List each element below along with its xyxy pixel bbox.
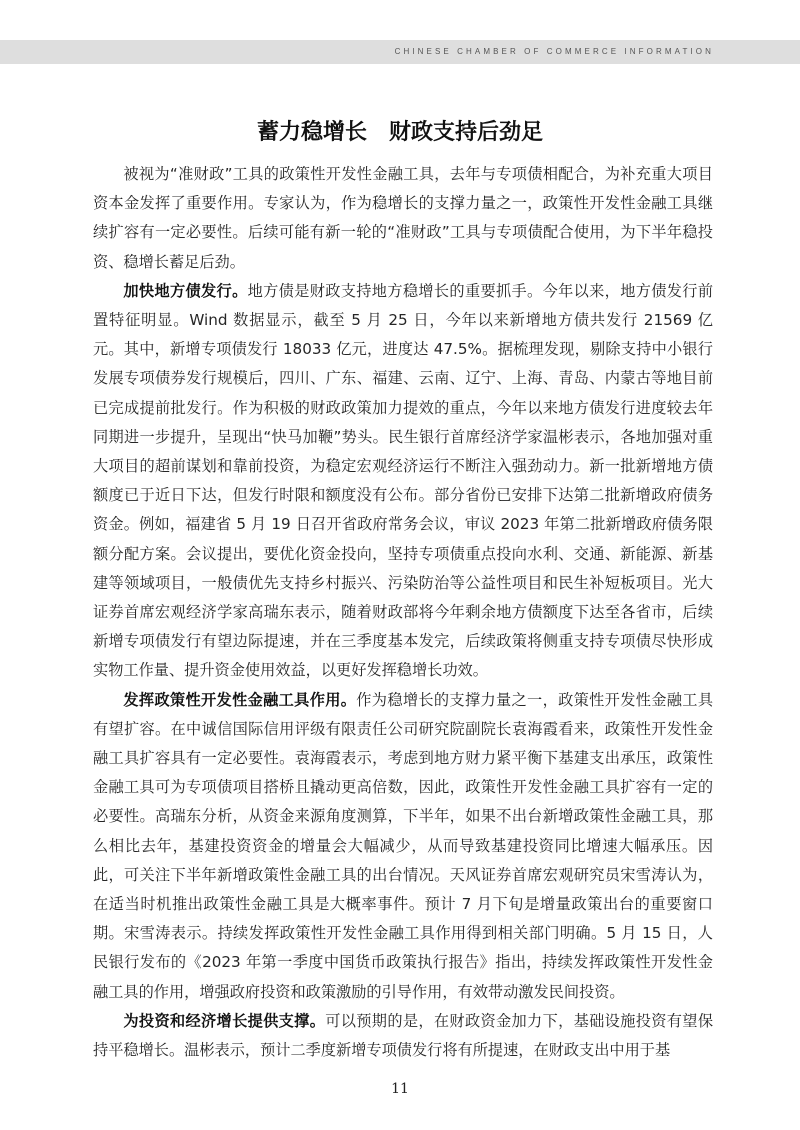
- article-title: 蓄力稳增长 财政支持后劲足: [256, 120, 543, 145]
- paragraph-text: 地方债是财政支持地方稳增长的重要抓手。今年以来，地方债发行前置特征明显。Wind 数据显示，截至 5 月 25 日，今年以来新增地方债共发行 21569 亿元。其中，新增专项债发行 18033 亿元，进度达 47.5%。据梳理发现，剔除支持中小银行发展专项债券发行规模后，四川、广东、福建、云南、辽宁、上海、青岛、内蒙古等地目前已完成提前批发行。作为积极的财政政策加力提效的重点，今年以来地方债发行进度较去年同期进一步提升，呈现出“快马加鞭”势头。民生银行首席经济学家温彬表示，各地加强对重大项目的超前谋划和靠前投资，为稳定宏观经济运行不断注入强劲动力。新一批新增地方债额度已于近日下达，但发行时限和额度没有公布。部分省份已安排下达第二批新增政府债务资金。例如，福建省 5 月 19 日召开省政府常务会议，审议 2023 年第二批新增政府债务限额分配方案。会议提出，要优化资金投向，坚持专项债重点投向水利、交通、新能源、新基建等领域项目，一般债优先支持乡村振兴、污染防治等公益性项目和民生补短板项目。光大证券首席宏观经济学家高瑞东表示，随着财政部将今年剩余地方债额度下达至各省市，后续新增专项债发行有望边际提速，并在三季度基本发完，后续政策将侧重支持专项债尽快形成实物工作量、提升资金使用效益，以更好发挥稳增长功效。: [93, 281, 714, 680]
- paragraph-text: 作为稳增长的支撑力量之一，政策性开发性金融工具有望扩容。在中诚信国际信用评级有限责任公司研究院副院长袁海霞看来，政策性开发性金融工具扩容具有一定必要性。袁海霞表示，考虑到地方财力紧平衡下基建支出承压，政策性金融工具可为专项债项目搭桥且撬动更高倍数，因此，政策性开发性金融工具扩容有一定的必要性。高瑞东分析，从资金来源角度测算，下半年，如果不出台新增政策性金融工具，那么相比去年，基建投资资金的增量会大幅减少，从而导致基建投资同比增速大幅承压。因此，可关注下半年新增政策性金融工具的出台情况。天风证券首席宏观研究员宋雪涛认为，在适当时机推出政策性金融工具是大概率事件。预计 7 月下旬是增量政策出台的重要窗口期。宋雪涛表示。持续发挥政策性开发性金融工具作用得到相关部门明确。5 月 15 日，人民银行发布的《2023 年第一季度中国货币政策执行报告》指出，持续发挥政策性开发性金融工具的作用，增强政府投资和政策激励的引导作用，有效带动激发民间投资。: [93, 690, 714, 1001]
- paragraph-intro: [93, 160, 713, 277]
- article-body: [93, 160, 713, 1065]
- paragraph-text: 可以预期的是，在财政资金加力下，基础设施投资有望保持平稳增长。温彬表示，预计二季度新增专项债发行将有所提速，在财政支出中用于基: [93, 1011, 714, 1060]
- paragraph-local-bonds: [93, 277, 713, 686]
- running-header-text: CHINESE CHAMBER OF COMMERCE INFORMATION: [394, 47, 714, 56]
- paragraph-policy-tools: [93, 686, 713, 1007]
- paragraph-lead-heading: 加快地方债发行。: [123, 281, 248, 300]
- running-header-bar: [0, 40, 800, 64]
- paragraph-lead-heading: 为投资和经济增长提供支撑。: [123, 1011, 326, 1030]
- paragraph-text: 被视为“准财政”工具的政策性开发性金融工具，去年与专项债相配合，为补充重大项目资本金发挥了重要作用。专家认为，作为稳增长的支撑力量之一，政策性开发性金融工具继续扩容有一定必要性。后续可能有新一轮的“准财政”工具与专项债配合使用，为下半年稳投资、稳增长蓄足后劲。: [93, 165, 713, 271]
- paragraph-lead-heading: 发挥政策性开发性金融工具作用。: [123, 690, 357, 709]
- page-number: 11: [391, 1081, 409, 1097]
- paragraph-investment-support: [93, 1007, 713, 1065]
